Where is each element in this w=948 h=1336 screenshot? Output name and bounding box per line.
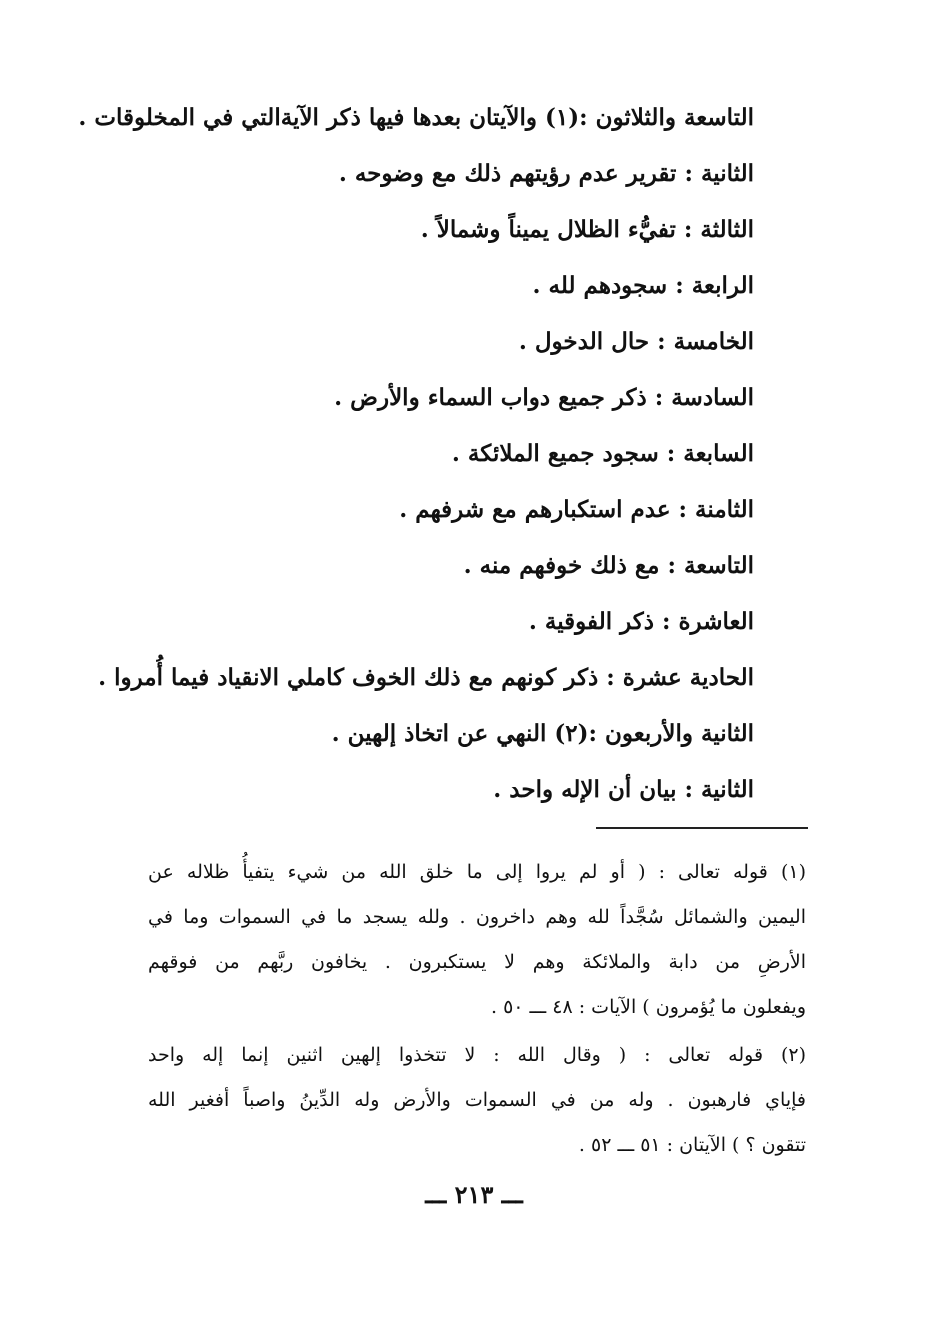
footnote-line: اليمين والشمائل سُجَّداً لله وهم داخرون . ولله يسجد ما في السموات وما في	[148, 906, 806, 928]
main-line: الخامسة : حال الدخول .	[518, 328, 754, 355]
main-line: الثانية والأربعون :(٢) النهي عن اتخاذ إلهين .	[331, 720, 754, 747]
page-number: ـــ ٢١٣ ـــ	[425, 1180, 523, 1209]
main-line: الرابعة : سجودهم لله .	[532, 272, 754, 299]
footnote-line: الأرضِ من دابة والملائكة وهم لا يستكبرون . يخافون ربَّهم من فوقهم	[148, 951, 806, 973]
main-line: الثانية : بيان أن الإله واحد .	[493, 776, 754, 803]
main-line: السابعة : سجود جميع الملائكة .	[451, 440, 754, 467]
main-line: السادسة : ذكر جميع دواب السماء والأرض .	[334, 384, 754, 411]
footnote-line: ويفعلون ما يُؤمرون ) الآيات : ٤٨ ـــ ٥٠ .	[490, 996, 806, 1018]
main-text	[78, 90, 754, 818]
main-line: الثامنة : عدم استكبارهم مع شرفهم .	[399, 496, 754, 523]
main-line: التاسعة : مع ذلك خوفهم منه .	[463, 552, 754, 579]
footnote-divider	[596, 827, 808, 829]
footnote-line: فإياي فارهبون . وله من في السموات والأرض وله الدِّينُ واصباً أفغير الله	[148, 1089, 806, 1111]
main-line: التاسعة والثلاثون :(١) والآيتان بعدها فيها ذكر الآيةالتي في المخلوقات .	[78, 104, 754, 131]
main-line: الثانية : تقرير عدم رؤيتهم ذلك مع وضوحه .	[338, 160, 754, 187]
main-line: الحادية عشرة : ذكر كونهم مع ذلك الخوف كاملي الانقياد فيما أُمروا .	[98, 664, 754, 691]
main-line: العاشرة : ذكر الفوقية .	[528, 608, 754, 635]
footnote-line: (٢) قوله تعالى : ( وقال الله : لا تتخذوا إلهين اثنين إنما إله واحد	[148, 1044, 806, 1066]
footnote-line: (١) قوله تعالى : ( أو لم يروا إلى ما خلق الله من شيء يتفيأُ ظلاله عن	[148, 861, 806, 883]
footnotes	[148, 850, 806, 1171]
footnote-2	[148, 1033, 806, 1168]
footnote-line: تتقون ؟ ) الآيتان : ٥١ ـــ ٥٢ .	[578, 1134, 806, 1156]
footnote-1	[148, 850, 806, 1030]
main-line: الثالثة : تفيُّء الظلال يميناً وشمالاً .	[420, 216, 754, 243]
